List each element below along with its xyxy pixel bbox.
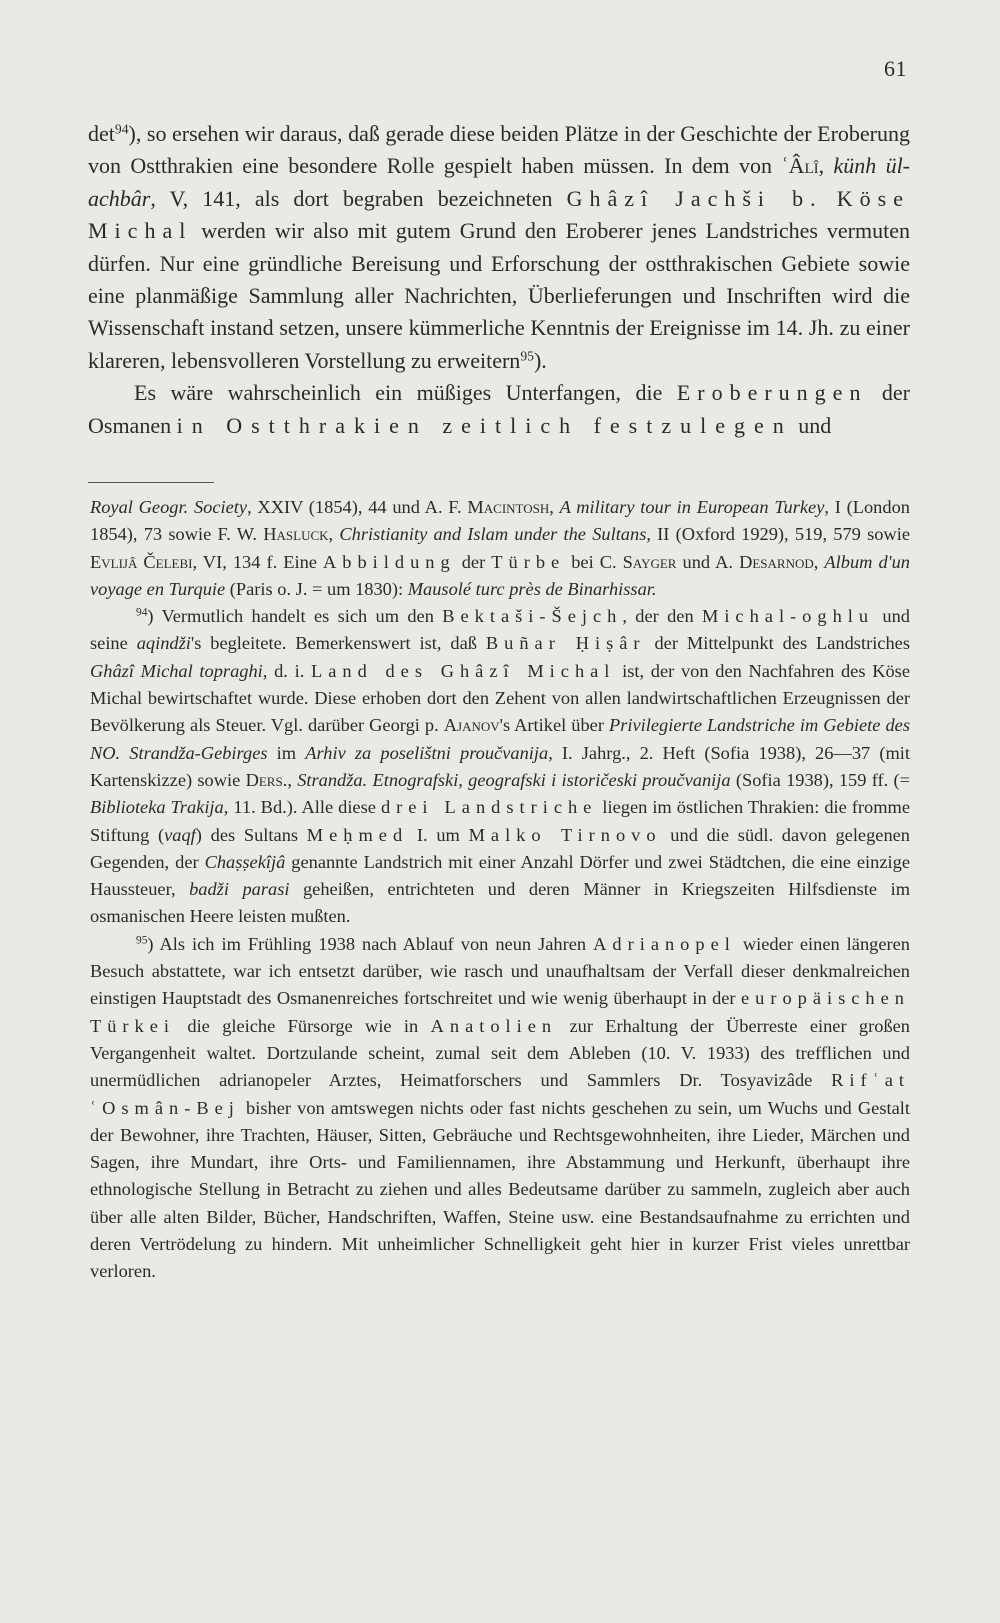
spaced-emphasis: Meḥmed bbox=[306, 824, 409, 845]
text-run: , XXIV (1854), 44 und A. F. bbox=[247, 497, 468, 517]
text-run: der bbox=[455, 551, 492, 572]
text-run: , d. i. bbox=[262, 660, 311, 681]
spaced-emphasis: Bektaši-Šejch bbox=[442, 606, 623, 627]
text-run: , I. Jahrg., 2. Heft (Sofia 1938), 26—37 (mit Kartenskizze) sowie bbox=[90, 742, 910, 790]
spaced-emphasis: Türbe bbox=[491, 551, 566, 572]
italic-text: Chaṣṣekîjâ bbox=[204, 851, 286, 872]
page-number: 61 bbox=[884, 56, 907, 81]
text-run: , der den bbox=[622, 606, 702, 627]
text-run: , bbox=[818, 153, 834, 179]
footnote-marker: 95 bbox=[136, 934, 148, 947]
italic-text: aqindži bbox=[136, 633, 191, 654]
small-caps-name: ʿÂlî bbox=[781, 153, 819, 179]
italic-text: Ghâzî Michal topraghi bbox=[90, 660, 263, 681]
text-run: der Osmanen bbox=[88, 380, 910, 438]
spaced-emphasis: Adrianopel bbox=[593, 933, 736, 954]
footnote-paragraph bbox=[90, 494, 910, 603]
text-run: 's Artikel über bbox=[499, 715, 609, 736]
text-run: bisher von amtswegen nichts oder fast nichts geschehen zu sein, um Wuchs und Gestalt der Bewohner, ihre Trachten, Häuser, Sitten, Gebräuche und Rechtsgewohnheiten, ihre Lieder, Märchen und Sagen, ihre Mundart, ihre Orts- und Familiennamen, ihre Abstammung und Herkunft, überhaupt ihre ethnologische Stellung in Betracht zu ziehen und alles Bedeutsame darüber zu sammeln, zugleich aber auch über alle alten Bilder, Bücher, Handschriften, Waffen, Steine usw. eine Bestandsaufnahme zu errichten und deren Vertrödelung zu hindern. Mit unheimlicher Schnelligkeit geht hier in kurzer Frist vieles unrettbar verloren. bbox=[90, 1097, 910, 1282]
text-run: , VI, 134 f. Eine bbox=[192, 551, 323, 572]
footnote-paragraph bbox=[90, 931, 910, 1286]
spaced-emphasis: Land des Ghâzî Michal bbox=[311, 660, 616, 681]
small-caps-name: Hasluck bbox=[263, 524, 329, 545]
italic-text: Biblioteka Trakija bbox=[90, 797, 224, 818]
footnotes-section bbox=[90, 494, 910, 1286]
text-run: und die südl. davon gelegenen Gegenden, der bbox=[90, 824, 910, 872]
text-run bbox=[823, 186, 837, 211]
text-run: , bbox=[328, 524, 340, 545]
footnote-marker: 95 bbox=[520, 348, 534, 364]
text-run: und A. bbox=[676, 551, 740, 572]
text-run: werden wir also mit gutem Grund den Eroberer jenes Landstriches vermuten dürfen. Nur eine gründliche Bereisung und Erforschung der ostthrakischen Gebiete sowie eine planmäßige Sammlung aller Nachrichten, Überlieferungen und Inschriften wird die Wissenschaft instand setzen, unsere kümmerliche Kenntnis der Ereignisse im 14. Jh. zu einer klareren, lebensvolleren Vorstellung zu erweitern bbox=[88, 218, 910, 373]
text-run: , bbox=[287, 769, 298, 790]
footnote-marker: 94 bbox=[114, 121, 129, 137]
main-paragraph bbox=[88, 118, 910, 377]
text-run: , V, 141, als dort begraben bezeichneten bbox=[150, 185, 567, 211]
italic-text: Arhiv za poselištni proučvanija bbox=[305, 742, 549, 763]
text-run: ). bbox=[533, 347, 547, 373]
footnote-paragraph bbox=[90, 603, 910, 931]
text-run: (Sofia 1938), 159 ff. (= bbox=[730, 769, 911, 790]
text-run: geheißen, entrichteten und deren Männer in Kriegszeiten Hilfsdienste im osmanischen Heere leisten mußten. bbox=[90, 879, 910, 927]
italic-text: A military tour in European Turkey bbox=[559, 497, 825, 517]
text-run: ) des Sultans bbox=[195, 824, 307, 845]
small-caps-name: Ders. bbox=[245, 769, 288, 790]
text-run: die gleiche Fürsorge wie in bbox=[175, 1015, 431, 1036]
spaced-emphasis: Ghâzî Jachši b. bbox=[566, 185, 823, 211]
spaced-emphasis: Abbildung bbox=[323, 551, 456, 572]
text-run: und bbox=[792, 412, 832, 438]
text-run: ), so ersehen wir daraus, daß gerade diese beiden Plätze in der Geschichte der Eroberung von Ostthrakien eine besondere Rolle gespielt haben müssen. In dem von bbox=[88, 121, 910, 179]
spaced-emphasis: in Ostthrakien zeitlich festzulegen bbox=[176, 412, 793, 438]
small-caps-name: Sayger bbox=[622, 551, 677, 572]
italic-text: Album d'un voyage en Turquie bbox=[90, 551, 911, 599]
spaced-emphasis: Eroberungen bbox=[676, 380, 868, 406]
text-run: Es wäre wahrscheinlich ein müßiges Unterfangen, die bbox=[134, 380, 677, 406]
text-run: , I (London 1854), 73 sowie F. W. bbox=[90, 497, 910, 545]
italic-text: Mausolé turc près de Binarhissar. bbox=[407, 578, 657, 599]
small-caps-name: Macintosh bbox=[467, 497, 550, 517]
spaced-emphasis: Michal-oghlu bbox=[701, 606, 875, 627]
spaced-emphasis: Buñar Ḥiṣâr bbox=[485, 633, 646, 654]
text-run: bei C. bbox=[565, 551, 623, 572]
text-run: und seine bbox=[90, 606, 910, 654]
italic-text: badži parasi bbox=[189, 879, 290, 900]
text-run: zur Erhaltung der Überreste einer großen Vergangenheit waltet. Dortzulande scheint, zumal seit dem Ableben (10. V. 1933) des trefflichen und unermüdlichen adrianopeler Arztes, Heimatforschers und Sammlers Dr. Tosyavizâde bbox=[90, 1015, 910, 1091]
text-run: , bbox=[549, 497, 560, 517]
main-body-text bbox=[88, 118, 910, 442]
text-run: , bbox=[813, 551, 825, 572]
italic-text: künh ül-achbâr bbox=[88, 153, 911, 211]
text-run: I. um bbox=[408, 824, 469, 845]
spaced-emphasis: Anatolien bbox=[430, 1015, 558, 1036]
main-paragraph bbox=[88, 377, 910, 442]
italic-text: Strandža. Etnografski, geografski i istoričeski proučvanija bbox=[297, 769, 731, 790]
text-run: 's begleitete. Bemerkenswert ist, daß bbox=[190, 633, 486, 654]
spaced-emphasis: Malko Tirnovo bbox=[468, 824, 662, 845]
text-run: , 11. Bd.). Alle diese bbox=[223, 797, 381, 818]
spaced-emphasis: europäischen Türkei bbox=[90, 988, 910, 1036]
italic-text: Royal Geogr. Society bbox=[90, 497, 248, 517]
small-caps-name: Evlijâ Čelebi bbox=[90, 551, 193, 572]
italic-text: vaqf bbox=[164, 824, 196, 845]
text-run: , II (Oxford 1929), 519, 579 sowie bbox=[646, 524, 910, 545]
footnote-separator-rule bbox=[88, 482, 214, 483]
small-caps-name: Desarnod bbox=[739, 551, 814, 572]
text-run: wieder einen längeren Besuch abstattete, war ich entsetzt darüber, wie rasch und unaufhaltsam der Verfall dieser denkmalreichen einstigen Hauptstadt des Osmanenreiches fortschreitet und wie wenig überhaupt in der bbox=[90, 933, 910, 1009]
text-run: ) Als ich im Frühling 1938 nach Ablauf von neun Jahren bbox=[147, 933, 594, 954]
spaced-emphasis: drei Landstriche bbox=[380, 797, 598, 818]
text-run: im bbox=[267, 742, 306, 763]
small-caps-name: Ajanov bbox=[443, 715, 500, 736]
text-run: ) Vermutlich handelt es sich um den bbox=[147, 606, 443, 627]
italic-text: Christianity and Islam under the Sultans bbox=[339, 524, 647, 545]
italic-text: Privilegierte Landstriche im Gebiete des NO. Strandža-Gebirges bbox=[90, 715, 910, 763]
text-run: der Mittelpunkt des Landstriches bbox=[645, 633, 910, 654]
footnote-marker: 94 bbox=[136, 606, 148, 619]
spaced-emphasis: Rifʿat ʿOsmân-Bej bbox=[90, 1070, 910, 1118]
text-run: liegen im östlichen Thrakien: die fromme Stiftung ( bbox=[90, 797, 911, 845]
text-run: det bbox=[88, 121, 115, 146]
text-run: ist, der von den Nachfahren des Köse Michal bewirtschaftet wurde. Diese erhoben dort den Zehent von allen landwirtschaftlichen Erzeugnissen der Bevölkerung als Steuer. Vgl. darüber Georgi p. bbox=[90, 660, 910, 736]
text-run: genannte Landstrich mit einer Anzahl Dörfer und zwei Städtchen, die eine einzige Haussteuer, bbox=[90, 851, 910, 900]
spaced-emphasis: Köse Michal bbox=[88, 185, 911, 244]
text-run: (Paris o. J. = um 1830): bbox=[225, 578, 408, 599]
